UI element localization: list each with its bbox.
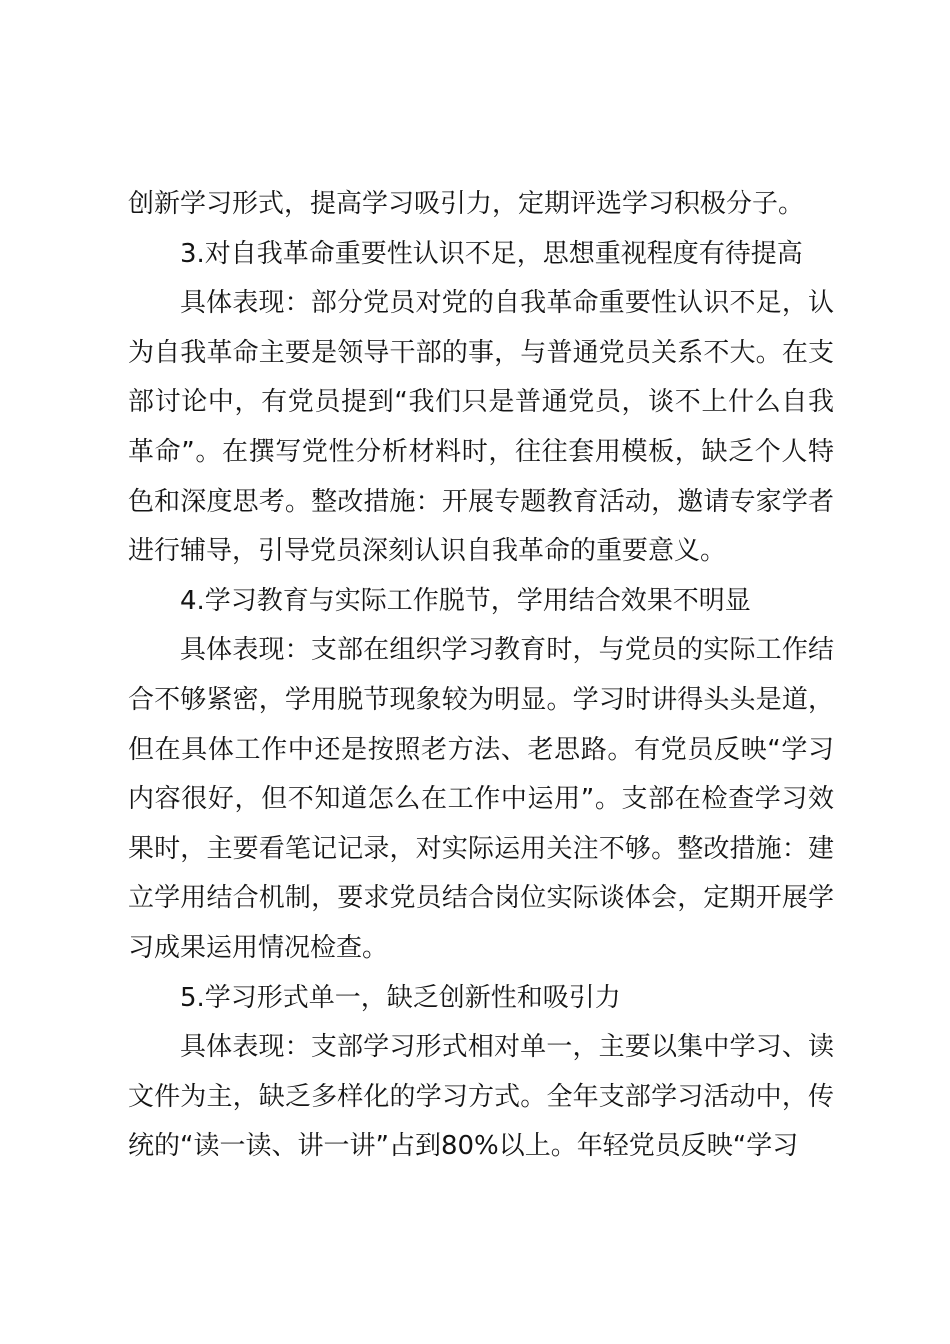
section-heading-4: 4.学习教育与实际工作脱节，学用结合效果不明显: [180, 585, 751, 616]
paragraph-continuation: 创新学习形式，提高学习吸引力，定期评选学习积极分子。: [128, 189, 805, 219]
section-heading-5: 5.学习形式单一，缺乏创新性和吸引力: [180, 982, 621, 1013]
paragraph-section-5: 具体表现：支部学习形式相对单一，主要以集中学习、读文件为主，缺乏多样化的学习方式。全年支部学习活动中，传统的“读一读、讲一讲”占到80%以上。年轻党员反映“学习: [128, 1032, 834, 1162]
paragraph-section-3: 具体表现：部分党员对党的自我革命重要性认识不足，认为自我革命主要是领导干部的事，与普通党员关系不大。在支部讨论中，有党员提到“我们只是普通党员，谈不上什么自我革命”。在撰写党性分析材料时，往往套用模板，缺乏个人特色和深度思考。整改措施：开展专题教育活动，邀请专家学者进行辅导，引导党员深刻认识自我革命的重要意义。: [128, 288, 834, 567]
document-body: [128, 180, 834, 1172]
section-heading-3: 3.对自我革命重要性认识不足，思想重视程度有待提高: [180, 238, 803, 269]
paragraph-section-4: 具体表现：支部在组织学习教育时，与党员的实际工作结合不够紧密，学用脱节现象较为明显。学习时讲得头头是道，但在具体工作中还是按照老方法、老思路。有党员反映“学习内容很好，但不知道怎么在工作中运用”。支部在检查学习效果时，主要看笔记记录，对实际运用关注不够。整改措施：建立学用结合机制，要求党员结合岗位实际谈体会，定期开展学习成果运用情况检查。: [128, 635, 834, 963]
